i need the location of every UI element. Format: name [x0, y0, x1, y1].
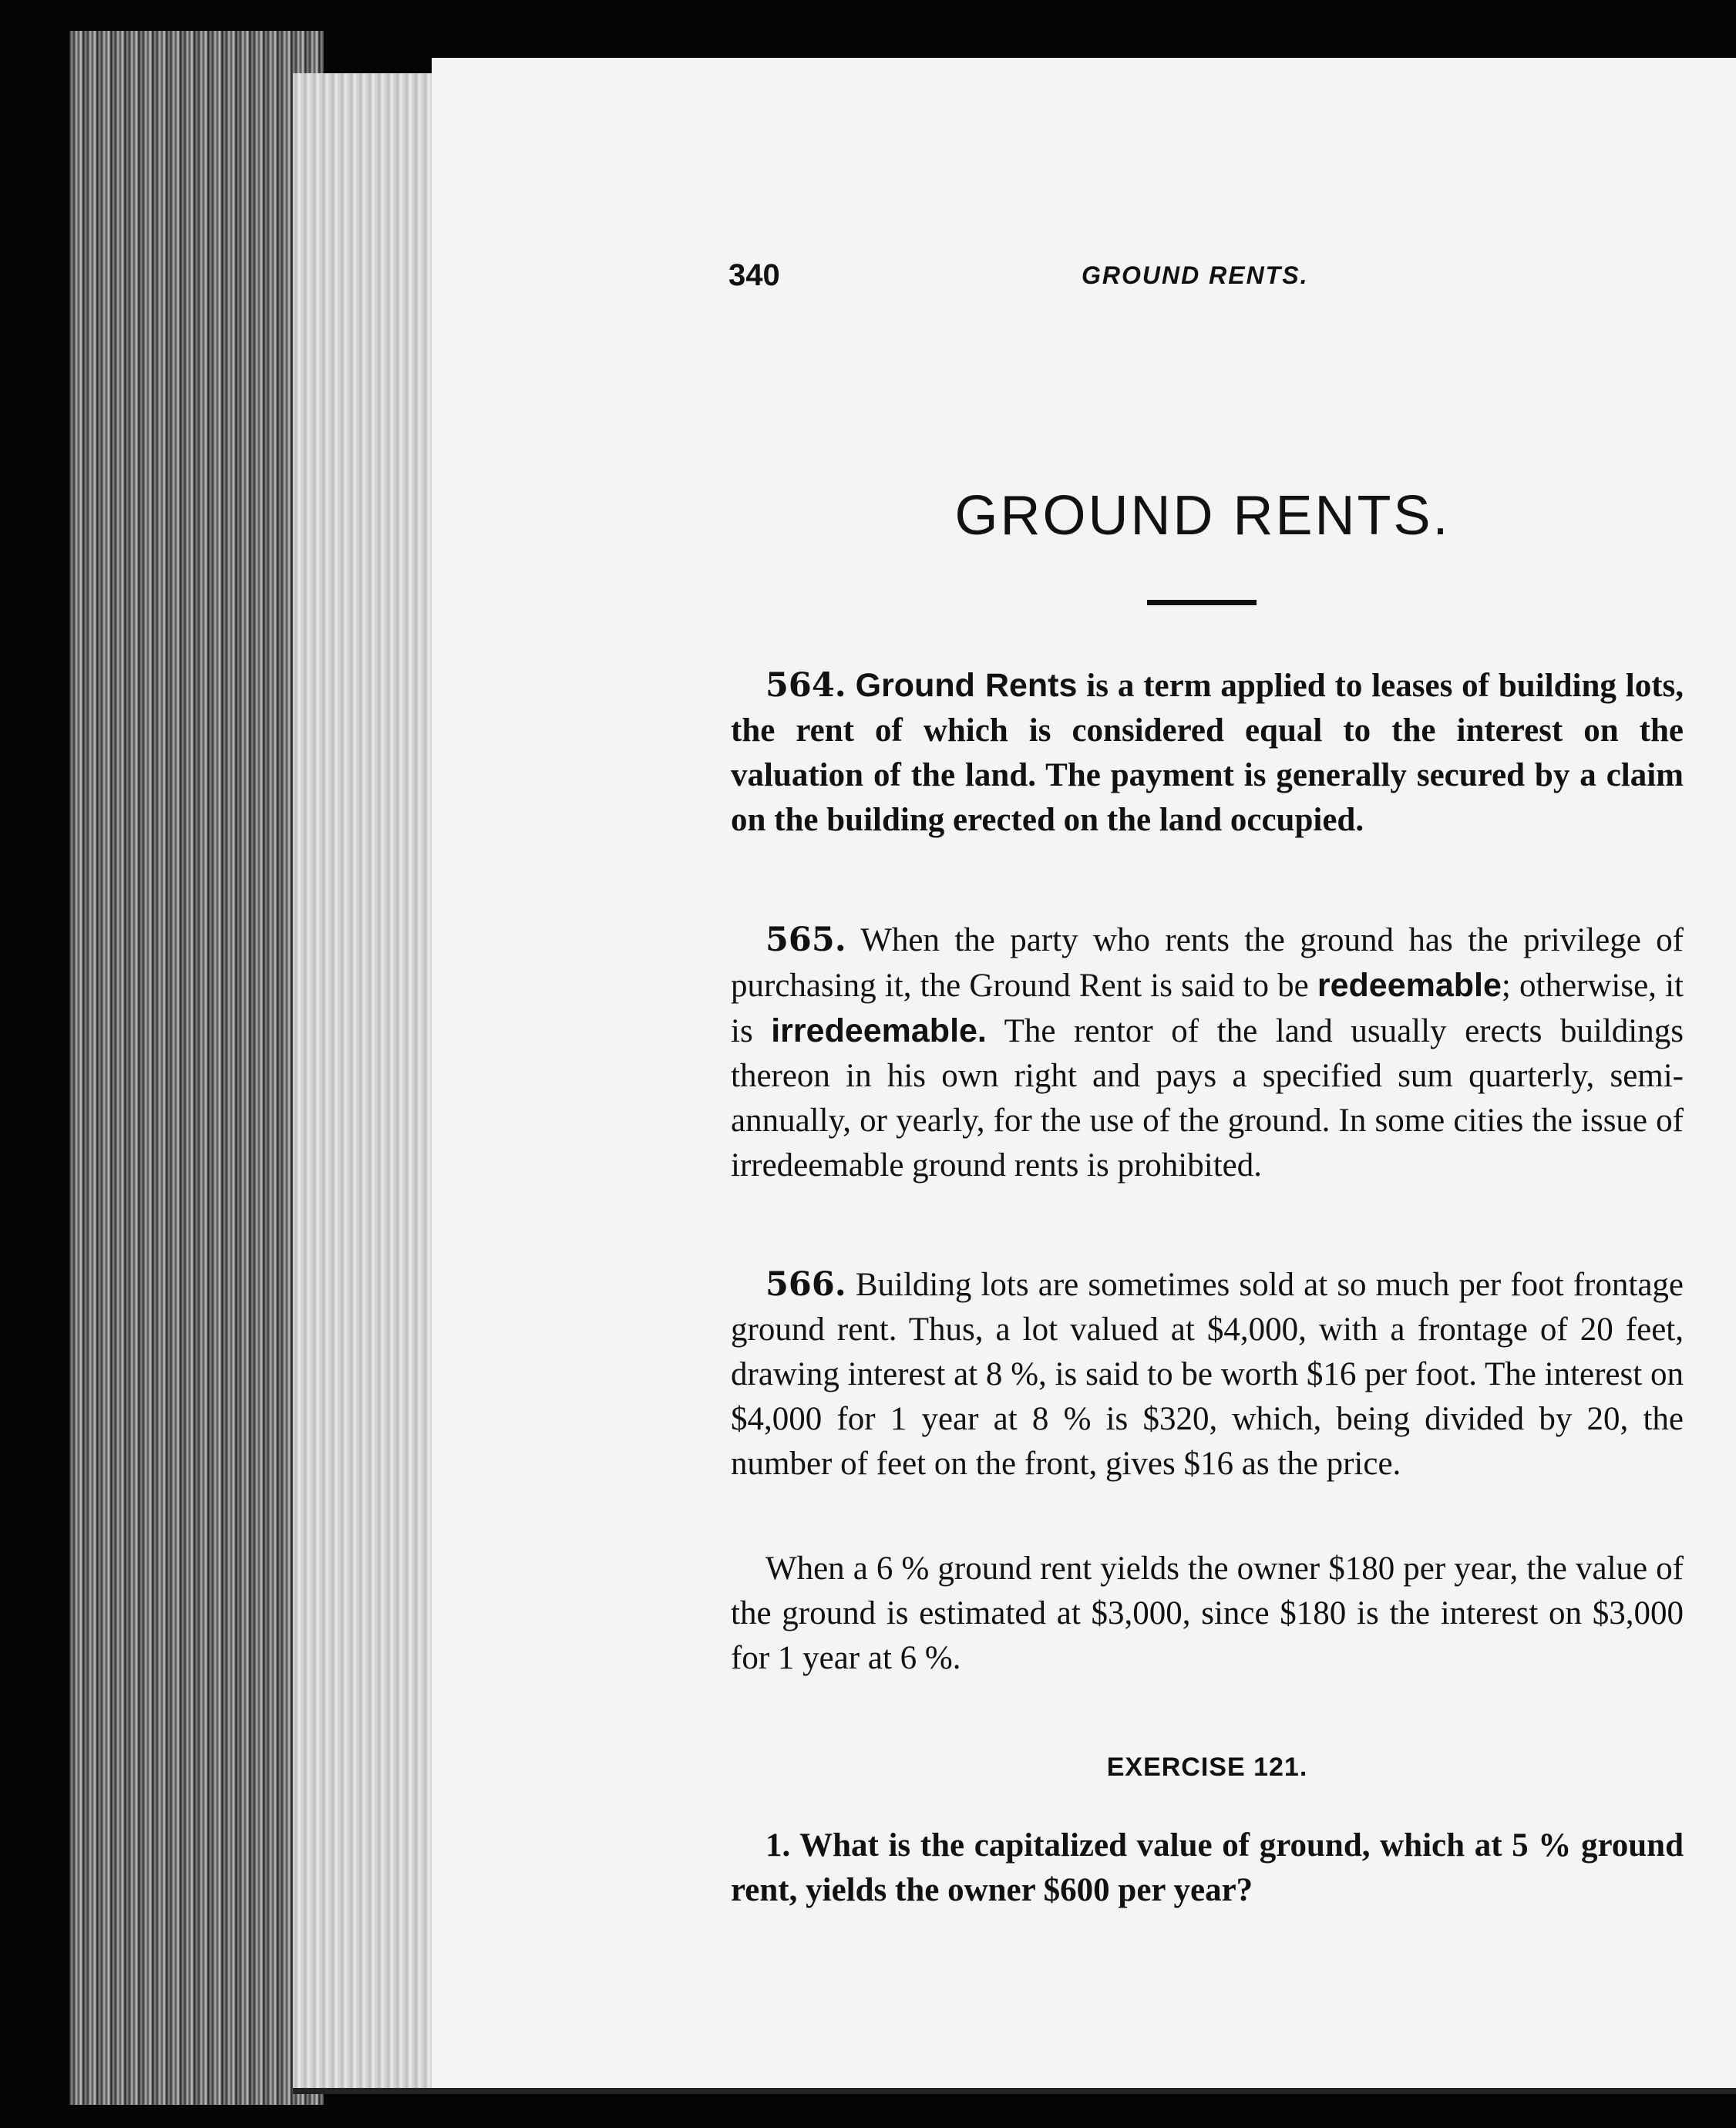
section-number: 565. — [765, 921, 846, 959]
defined-term: redeemable — [1317, 967, 1502, 1004]
defined-term: irredeemable. — [771, 1012, 987, 1049]
book-page-edges — [69, 31, 324, 2105]
page-number: 340 — [728, 258, 780, 292]
example-paragraph — [731, 1547, 1684, 1681]
title-rule — [1147, 600, 1257, 605]
book-inner-page-edges — [293, 73, 447, 2093]
paragraph-text: is a term applied to leases of building lots, the rent of which is considered equal to the interest on the valuation of the land. The payment is generally secured by a claim on the building erected on the land occupied. — [731, 668, 1684, 838]
paragraph-564 — [731, 663, 1684, 843]
running-title: GROUND RENTS. — [1082, 261, 1309, 289]
section-number: 566. — [765, 1265, 846, 1304]
paragraph-565 — [731, 918, 1684, 1188]
paragraph-text: When the party who rents the ground has the privilege of purchasing it, the Ground Rent is said to be — [731, 922, 1684, 1004]
section-number: 564. — [765, 666, 846, 705]
paragraph-text: The rentor of the land usually erects buildings thereon in his own right and pays a specified sum quarterly, semi-annually, or yearly, for the use of the ground. In some cities the issue of irredeemable ground rents is prohibited. — [731, 1013, 1684, 1184]
paragraph-text: When a 6 % ground rent yields the owner $180 per year, the value of the ground is estimated at $3,000, since $180 is the interest on $3,000 for 1 year at 6 %. — [731, 1551, 1684, 1676]
defined-term: Ground Rents — [855, 667, 1078, 704]
page-bottom-edge — [293, 2088, 1736, 2094]
problem-number: 1. — [765, 1827, 791, 1864]
chapter-title: GROUND RENTS. — [954, 485, 1451, 547]
exercise-problem — [731, 1823, 1684, 1913]
exercise-heading: EXERCISE 121. — [1106, 1753, 1308, 1782]
paragraph-text: ; otherwise, it is — [731, 968, 1684, 1049]
paragraph-text: Building lots are sometimes sold at so much per foot frontage ground rent. Thus, a lot valued at $4,000, with a frontage of 20 feet, drawing interest at 8 %, is said to be worth $16 per foot. The interest on $4,000 for 1 year at 8 % is $320, which, being divided by 20, the number of feet on the front, gives $16 as the price. — [731, 1267, 1684, 1482]
problem-text: What is the capitalized value of ground, which at 5 % ground rent, yields the owner $600 per year? — [731, 1827, 1684, 1908]
paragraph-566 — [731, 1262, 1684, 1487]
running-head — [728, 258, 1684, 297]
